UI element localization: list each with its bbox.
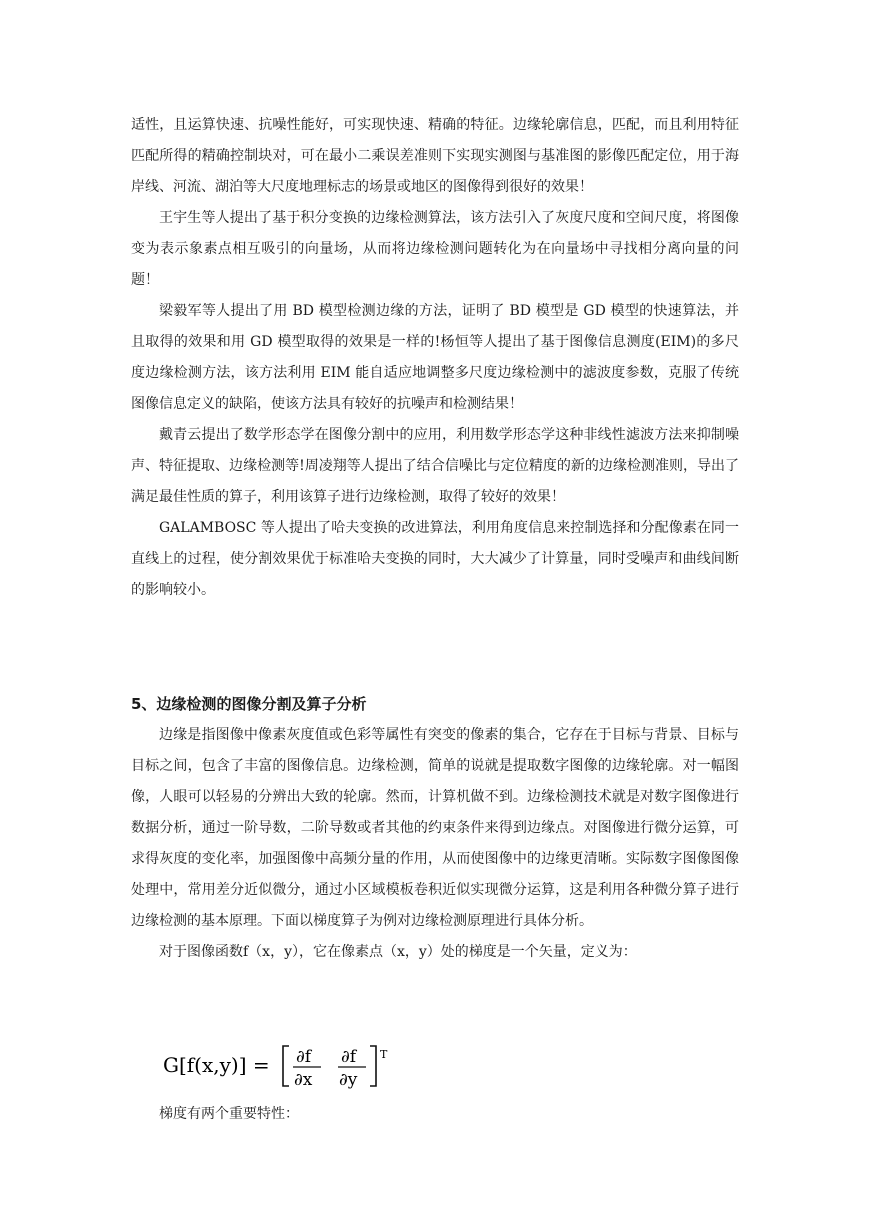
paragraph: 对于图像函数f（x，y），它在像素点（x，y）处的梯度是一个矢量，定义为： — [159, 944, 637, 960]
intro-paragraphs — [131, 110, 739, 606]
section-5 — [131, 692, 739, 716]
left-bracket — [283, 1046, 289, 1086]
gradient-formula — [163, 1040, 393, 1096]
section-body — [131, 720, 739, 968]
formula-den1: ∂x — [294, 1070, 313, 1090]
formula-lhs: G[f(x,y)] = — [163, 1053, 270, 1077]
paragraph: 梁毅军等人提出了用 BD 模型检测边缘的方法，证明了 BD 模型是 GD 模型的快速算法，并且取得的效果和用 GD 模型取得的效果是一样的!杨恒等人提出了基于图像信息测度(EIM)的多尺度边缘检测方法，该方法利用 EIM 能自适应地调整多尺度边缘检测中的滤波度参数，克服了传统图像信息定义的缺陷，使该方法具有较好的抗噪声和检测结果！ — [131, 303, 739, 412]
closing-paragraph — [131, 1099, 739, 1130]
right-bracket — [370, 1046, 376, 1086]
paragraph: 王宇生等人提出了基于积分变换的边缘检测算法，该方法引入了灰度尺度和空间尺度，将图像变为表示象素点相互吸引的向量场，从而将边缘检测问题转化为在向量场中寻找相分离向量的问题！ — [131, 210, 739, 288]
formula-den2: ∂y — [339, 1070, 358, 1090]
paragraph: 适性，且运算快速、抗噪性能好，可实现快速、精确的特征。边缘轮廓信息，匹配，而且利用特征匹配所得的精确控制块对，可在最小二乘误差准则下实现实测图与基准图的影像匹配定位，用于海岸线、河流、湖泊等大尺度地理标志的场景或地区的图像得到很好的效果！ — [131, 117, 739, 195]
paragraph: 戴青云提出了数学形态学在图像分割中的应用，利用数学形态学这种非线性滤波方法来抑制噪声、特征提取、边缘检测等!周凌翔等人提出了结合信噪比与定位精度的新的边缘检测准则，导出了满足最佳性质的算子，利用该算子进行边缘检测，取得了较好的效果！ — [131, 427, 739, 505]
paragraph: 梯度有两个重要特性： — [159, 1106, 299, 1122]
formula-transpose: T — [380, 1048, 388, 1061]
paragraph: 边缘是指图像中像素灰度值或色彩等属性有突变的像素的集合，它存在于目标与背景、目标与目标之间，包含了丰富的图像信息。边缘检测，简单的说就是提取数字图像的边缘轮廓。对一幅图像，人眼可以轻易的分辨出大致的轮廓。然而，计算机做不到。边缘检测技术就是对数字图像进行数据分析，通过一阶导数，二阶导数或者其他的约束条件来得到边缘点。对图像进行微分运算，可求得灰度的变化率，加强图像中高频分量的作用，从而使图像中的边缘更清晰。实际数字图像图像处理中，常用差分近似微分，通过小区域模板卷积近似实现微分运算，这是利用各种微分算子进行边缘检测的基本原理。下面以梯度算子为例对边缘检测原理进行具体分析。 — [131, 727, 739, 929]
section-heading: 5、边缘检测的图像分割及算子分析 — [131, 695, 367, 713]
formula-num2: ∂f — [341, 1047, 357, 1067]
paragraph: GALAMBOSC 等人提出了哈夫变换的改进算法，利用角度信息来控制选择和分配像素在同一直线上的过程，使分割效果优于标准哈夫变换的同时，大大减少了计算量，同时受噪声和曲线间断的影响较小。 — [131, 520, 739, 598]
formula-num1: ∂f — [296, 1047, 312, 1067]
